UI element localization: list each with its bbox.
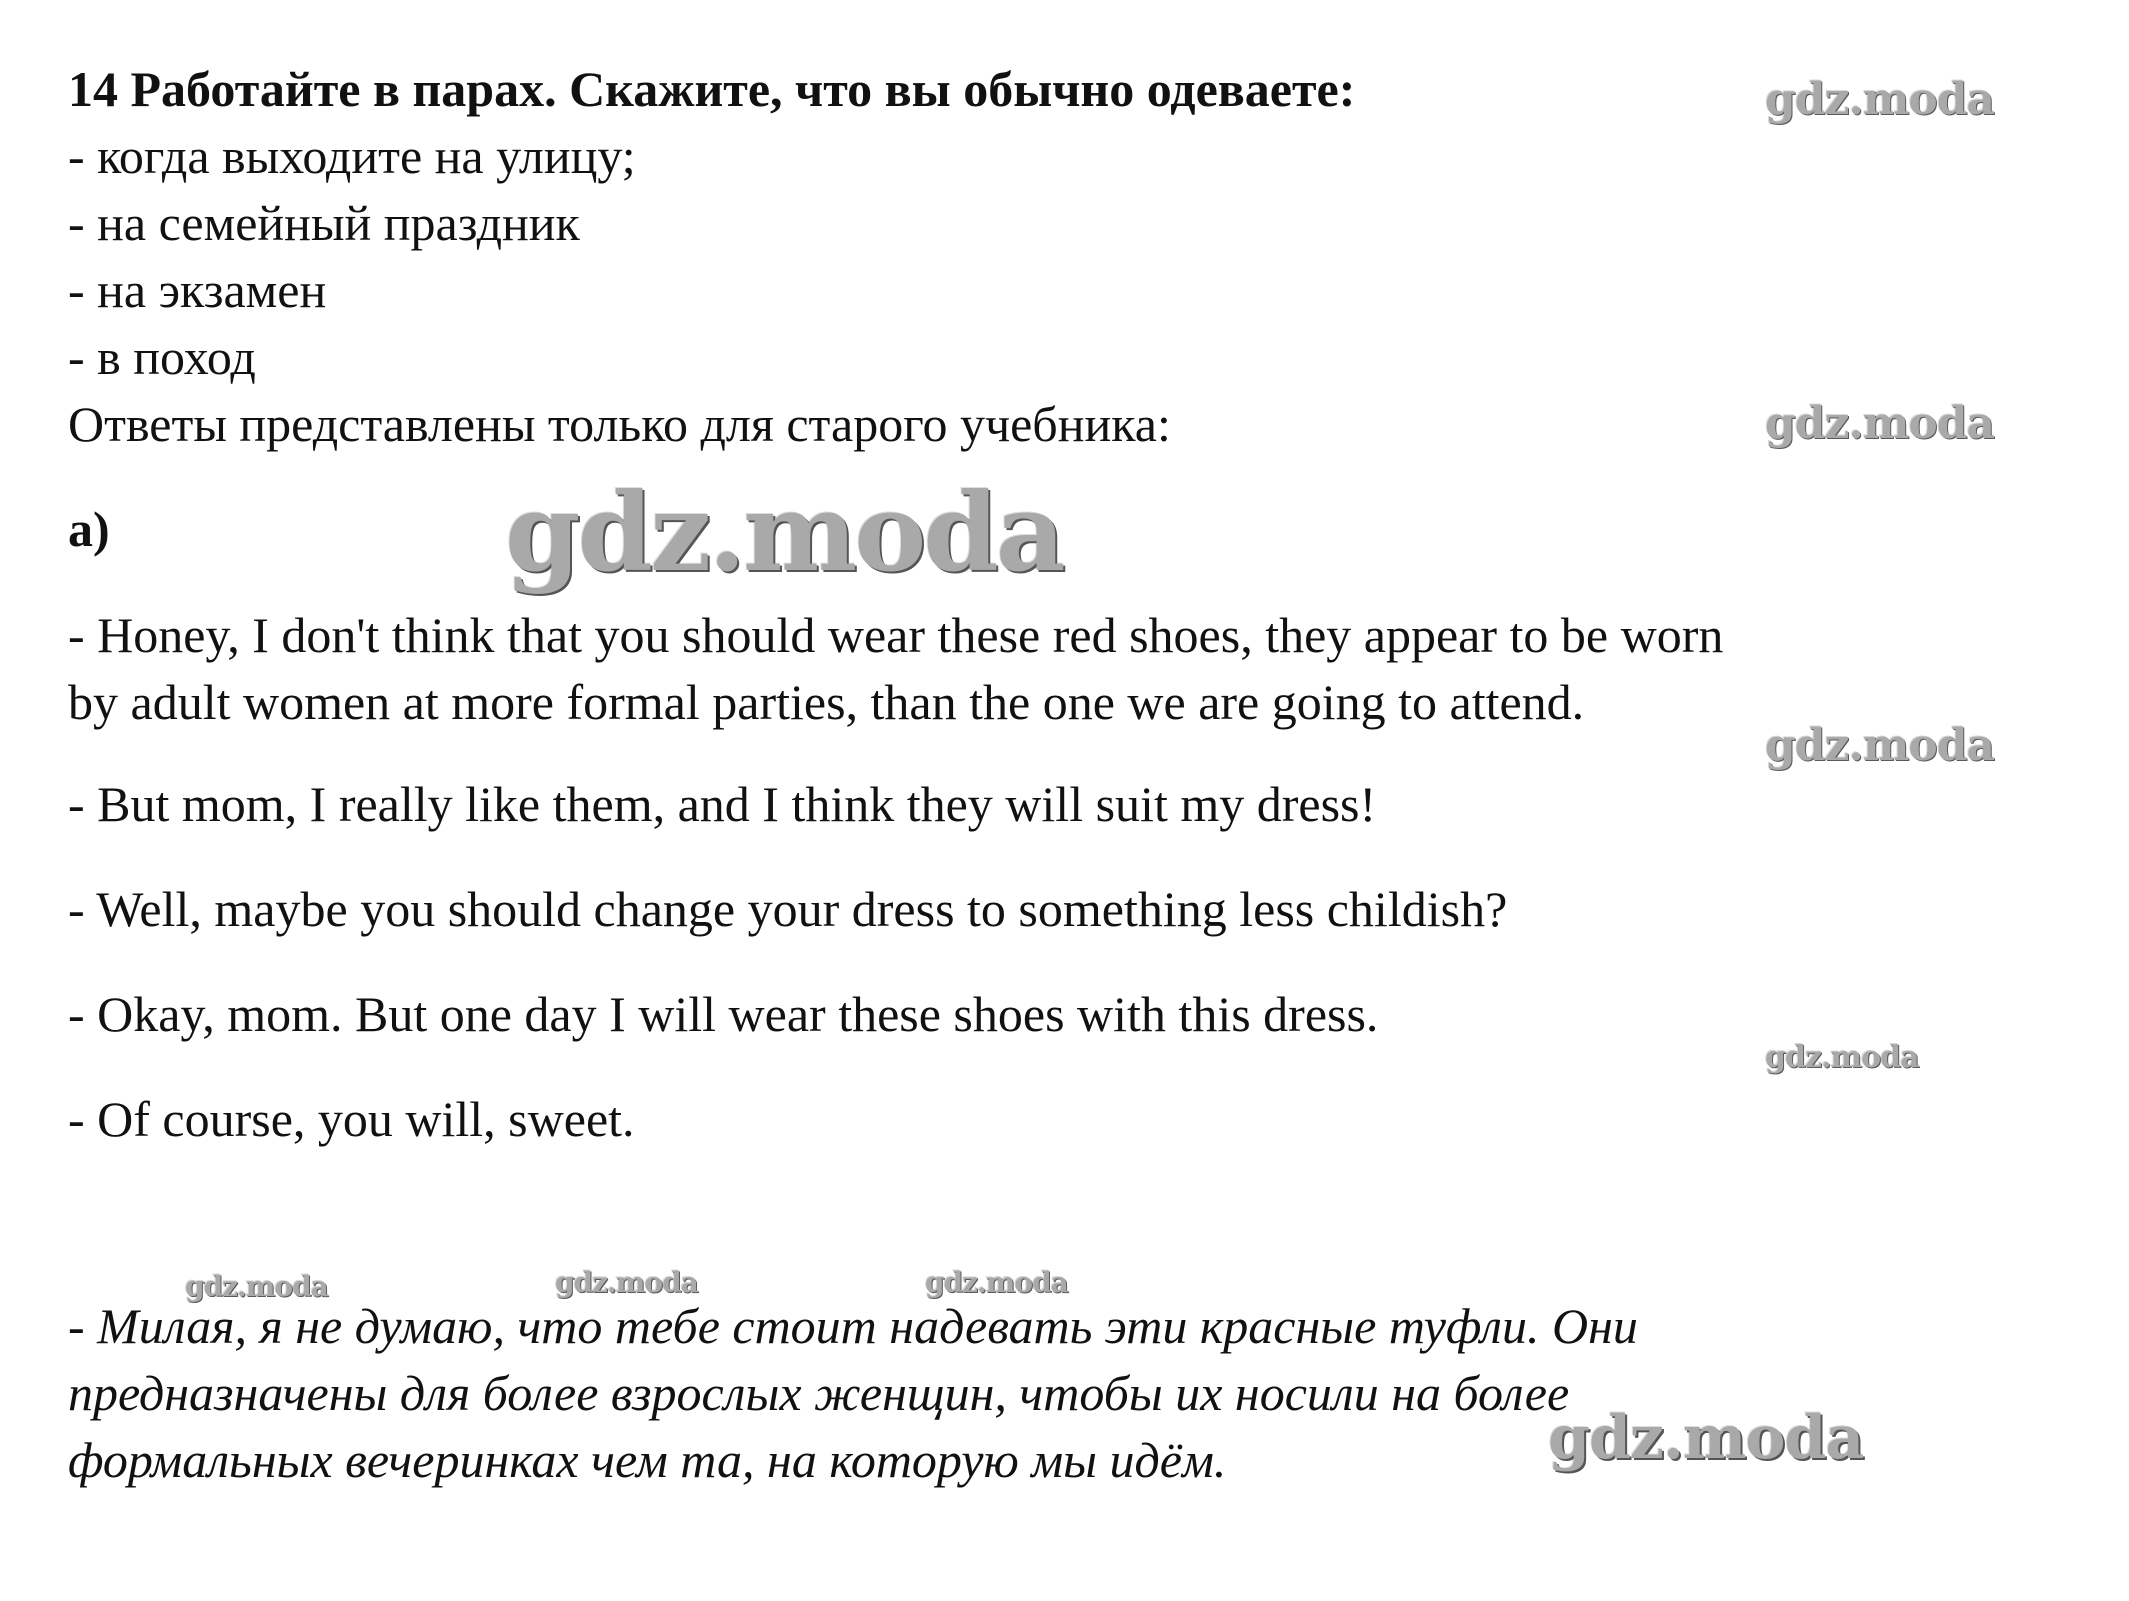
watermark: gdz.moda [1765, 1040, 1919, 1075]
task-heading: 14 Работайте в парах. Скажите, что вы обычно одеваете: [68, 61, 1356, 117]
watermark: gdz.moda [1765, 720, 1995, 771]
task-item: - когда выходите на улицу; [68, 128, 636, 184]
watermark: gdz.moda [1765, 398, 1995, 449]
translation-line: формальных вечеринках чем та, на которую мы идём. [68, 1432, 1227, 1488]
section-label: a) [68, 501, 110, 557]
watermark: gdz.moda [555, 1266, 698, 1299]
watermark: gdz.moda [925, 1266, 1068, 1299]
task-note: Ответы представлены только для старого учебника: [68, 396, 1171, 452]
translation-line: предназначены для более взрослых женщин, чтобы их носили на более [68, 1365, 1570, 1421]
dialogue-line: - Well, maybe you should change your dress to something less childish? [68, 881, 1508, 937]
dialogue-line: - Honey, I don't think that you should wear these red shoes, they appear to be worn [68, 607, 1724, 663]
dialogue-line: - Okay, mom. But one day I will wear these shoes with this dress. [68, 986, 1379, 1042]
watermark: gdz.moda [185, 1270, 328, 1303]
dialogue-line: by adult women at more formal parties, than the one we are going to attend. [68, 674, 1585, 730]
task-item: - на экзамен [68, 262, 327, 318]
task-item: - в поход [68, 329, 256, 385]
watermark: gdz.moda [1765, 74, 1995, 125]
watermark: gdz.moda [505, 470, 1063, 596]
task-item: - на семейный праздник [68, 195, 580, 251]
watermark: gdz.moda [1548, 1403, 1864, 1473]
translation-line: - Милая, я не думаю, что тебе стоит надевать эти красные туфли. Они [68, 1298, 1638, 1354]
dialogue-line: - Of course, you will, sweet. [68, 1091, 635, 1147]
dialogue-line: - But mom, I really like them, and I think they will suit my dress! [68, 776, 1377, 832]
